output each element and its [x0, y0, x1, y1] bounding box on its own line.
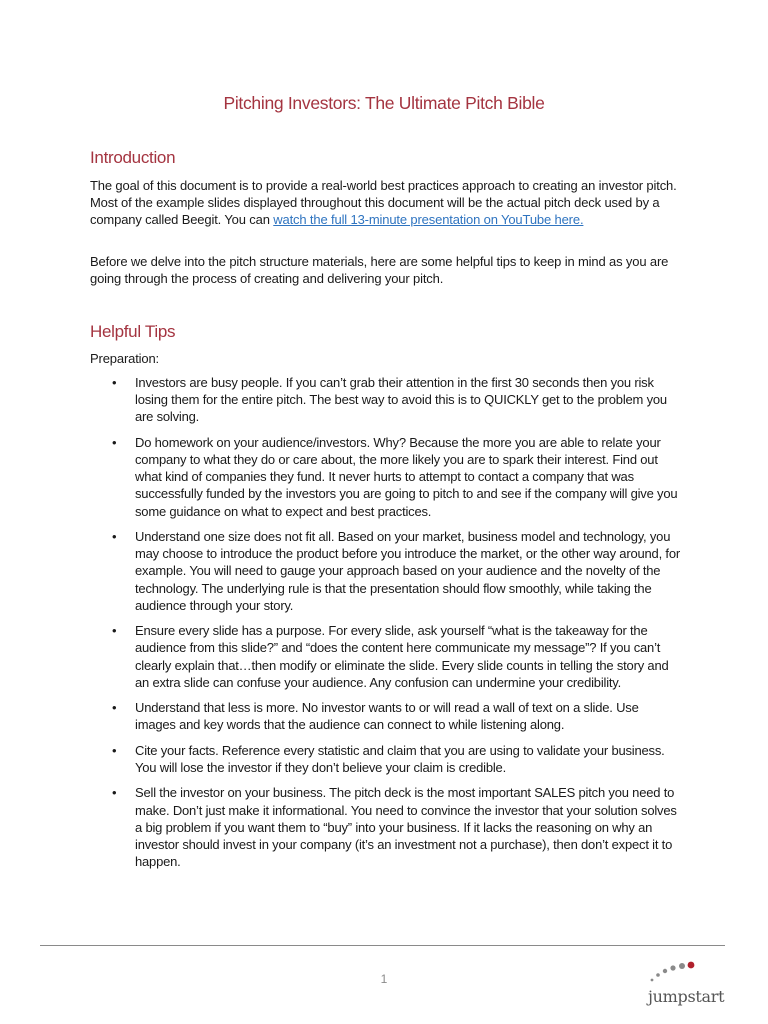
tip-text: . Why? Because the more you are able to relate your company to what they do or care about, the more likely you are to spark their interest. Find out what kind of companies they fund. It never hurts to attempt to contact a company that was successfully funded by the investors you are going to pitch to and see if the company will give you some guidance on what to expect and best practices. — [135, 434, 678, 519]
tip-lead: Cite your facts. — [135, 742, 219, 758]
tips-list — [90, 374, 680, 879]
intro-paragraph-2: Before we delve into the pitch structure materials, here are some helpful tips to keep in mind as you are going through the process of creating and delivering your pitch. — [90, 254, 669, 287]
tip-item — [90, 784, 680, 870]
bullet: • — [112, 529, 117, 544]
tip-lead: Sell the investor on your business. — [135, 785, 326, 801]
tip-text: . If you can’t grab their attention in the first 30 seconds then you risk losing them for the entire pitch. The best way to avoid this is to QUICKLY get to the problem you are solving. — [135, 375, 667, 425]
preparation-label: Preparation: — [90, 351, 160, 366]
tip-lead: Ensure every slide has a purpose. — [135, 623, 325, 639]
bullet: • — [112, 700, 117, 716]
intro-paragraph-1 — [90, 177, 680, 229]
bullet: • — [112, 434, 117, 450]
footer-divider — [40, 945, 725, 946]
helpful-tips-heading: Helpful Tips — [90, 322, 176, 341]
tip-item — [90, 374, 680, 426]
tip-item — [90, 528, 680, 614]
tip-item — [90, 434, 680, 520]
bullet: • — [112, 742, 117, 758]
intro-paragraph-1-text: The goal of this document is to provide a real-world best practices approach to creating an investor pitch. Most of the example slides displayed throughout this document will be the actual pitch deck used by a company called Beegit. You can — [90, 178, 677, 228]
jumpstart-logo: jumpstart — [648, 987, 725, 1006]
tip-text: For every slide, ask yourself “what is the takeaway for the audience from this slide?” and “does the content here communicate my message”? If you can’t clearly explain that…then modify or eliminate the slide. Every slide counts in telling the story and an extra slide can confuse your audience. Any confusion can undermine your credibility. — [135, 623, 669, 690]
tip-lead: Understand that less is more. — [135, 700, 299, 716]
bullet: • — [112, 375, 117, 390]
tip-text: Reference every statistic and claim that you are using to validate your business. You will lose the investor if they don’t believe your claim is credible. — [135, 742, 665, 775]
tip-item — [90, 622, 680, 691]
page-number: 1 — [380, 972, 388, 986]
bullet: • — [112, 785, 117, 801]
document-title: Pitching Investors: The Ultimate Pitch Bible — [223, 93, 545, 113]
tip-text: No investor wants to or will read a wall of text on a slide. Use images and key words that the audience can connect to while listening along. — [135, 700, 639, 733]
bullet: • — [112, 623, 117, 639]
tip-text: The pitch deck is the most important SALES pitch you need to make. Don’t just make it informational. You need to convince the investor that your solution solves a big problem if you want them to “buy” into your business. If it lacks the reasoning on why an investor should invest in your company (it’s an investment not a purchase), then don’t expect it to happen. — [135, 785, 677, 870]
tip-item — [90, 699, 680, 733]
tip-text: . Based on your market, business model and technology, you may choose to introduce the product before you introduce the market, or the other way around, for example. You will need to gauge your approach based on your audience and the novelty of the technology. The underlying rule is that the presentation should flow smoothly, while taking the audience through your story. — [135, 529, 680, 613]
tip-item — [90, 742, 680, 776]
tip-lead: Do homework on your audience/investors — [135, 434, 367, 450]
youtube-presentation-link[interactable]: watch the full 13-minute presentation on YouTube here. — [273, 212, 584, 228]
tip-lead: Understand one size does not fit all — [135, 529, 331, 544]
tip-lead: Investors are busy people — [135, 375, 279, 390]
introduction-heading: Introduction — [90, 148, 176, 167]
